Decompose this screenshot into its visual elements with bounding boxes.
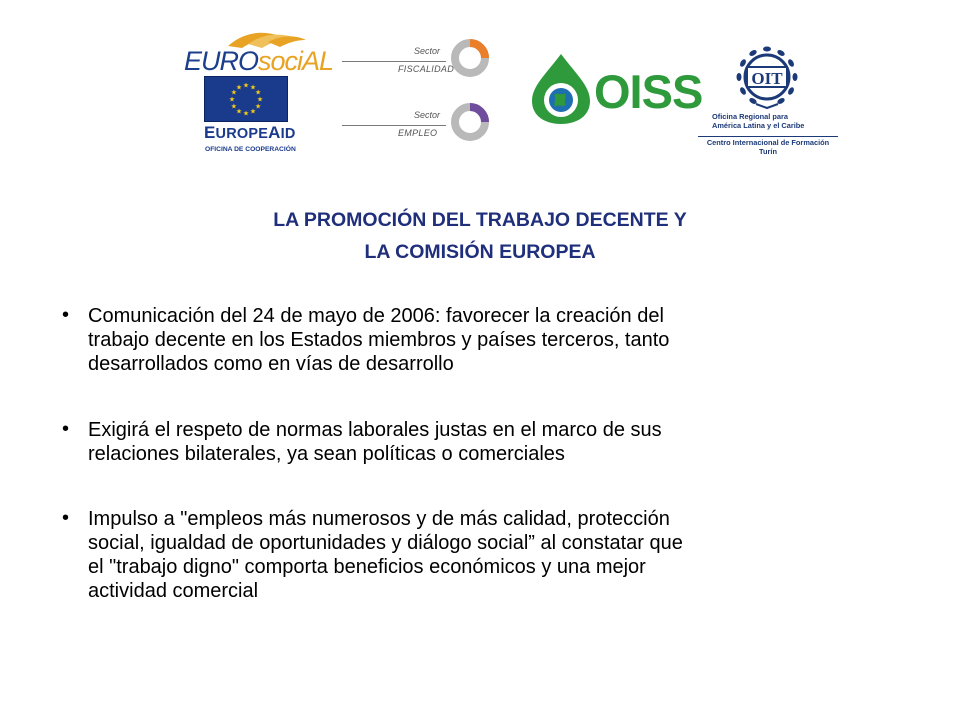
sector-fiscalidad-logo [340,36,490,86]
eu-star-icon: ★ [256,96,264,104]
fiscalidad-ring-icon [448,36,492,80]
europeaid-initial2: A [268,123,281,142]
eu-star-icon: ★ [254,103,262,111]
eurosocial-logo [184,28,334,76]
bullet-line: Exigirá el respeto de normas laborales justas en el marco de sus [88,419,662,441]
europeaid-end: ID [280,126,296,142]
title-line-2: LA COMISIÓN EUROPEA [364,241,596,263]
europeaid-mid: UROPE [215,126,269,142]
bullet-line: relaciones bilaterales, ya sean políticas o comerciales [88,443,565,465]
eu-star-icon: ★ [228,96,236,104]
bullet-text [88,418,912,466]
eu-star-icon: ★ [242,82,250,90]
bullet-text [88,507,912,603]
europeaid-initial: E [204,123,216,142]
oit-regional-line1: Oficina Regional para [712,112,788,121]
sector-empleo-logo [340,100,490,150]
oit-divider [698,136,838,137]
sector-fiscalidad-name: FISCALIDAD [398,64,455,74]
eu-star-icon: ★ [249,108,257,116]
oiss-logo [528,52,703,126]
empleo-ring-icon [448,100,492,144]
eu-star-icon: ★ [235,108,243,116]
eu-stars-ring [205,77,287,121]
bullet-line: desarrollados como en vías de desarrollo [88,353,454,375]
sector-empleo-name: EMPLEO [398,128,438,138]
eurosocial-highlight: sociAL [258,46,334,76]
oit-emblem-text: OIT [751,69,783,88]
bullet-marker: • [62,507,70,529]
europeaid-logo [204,76,296,160]
oit-center-line2: Turín [759,146,777,156]
oit-training-center [698,139,838,157]
eu-star-icon: ★ [249,84,257,92]
bullet-line: Comunicación del 24 de mayo de 2006: favorecer la creación del [88,305,664,327]
oit-logo [696,42,842,174]
oit-regional-office [712,112,840,130]
eurosocial-prefix: EURO [184,46,259,76]
oit-emblem-icon [734,44,800,110]
title-line-1: LA PROMOCIÓN DEL TRABAJO DECENTE Y [273,209,687,231]
europeaid-name [204,123,296,143]
bullet-marker: • [62,418,70,440]
eu-flag-icon [204,76,288,122]
bullet-marker: • [62,304,70,326]
bullet-line: social, igualdad de oportunidades y diálogo social” al constatar que [88,532,683,554]
sector-fiscalidad-rule [342,61,446,62]
bullet-line: Impulso a "empleos más numerosos y de más calidad, protección [88,508,670,530]
bullet-line: el "trabajo digno" comporta beneficios económicos y una mejor [88,556,646,578]
eurosocial-wordmark [184,46,333,77]
oit-regional-line2: América Latina y el Caribe [712,121,805,131]
europeaid-office: OFICINA DE COOPERACIÓN [205,146,296,153]
sector-empleo-label: Sector [413,110,440,120]
eu-star-icon: ★ [230,89,238,97]
eu-star-icon: ★ [254,89,262,97]
sector-fiscalidad-label: Sector [413,46,440,56]
bullet-line: trabajo decente en los Estados miembros y países terceros, tanto [88,329,670,351]
oit-center-line1: Centro Internacional de Formación [706,138,830,147]
oiss-wordmark: OISS [594,65,703,118]
sector-empleo-rule [342,125,446,126]
eu-star-icon: ★ [242,110,250,118]
bullet-line: actividad comercial [88,580,259,602]
eu-star-icon: ★ [235,84,243,92]
bullet-text [88,304,912,376]
slide-title [0,204,960,268]
eu-star-icon: ★ [230,103,238,111]
oiss-drop-icon [528,52,594,126]
